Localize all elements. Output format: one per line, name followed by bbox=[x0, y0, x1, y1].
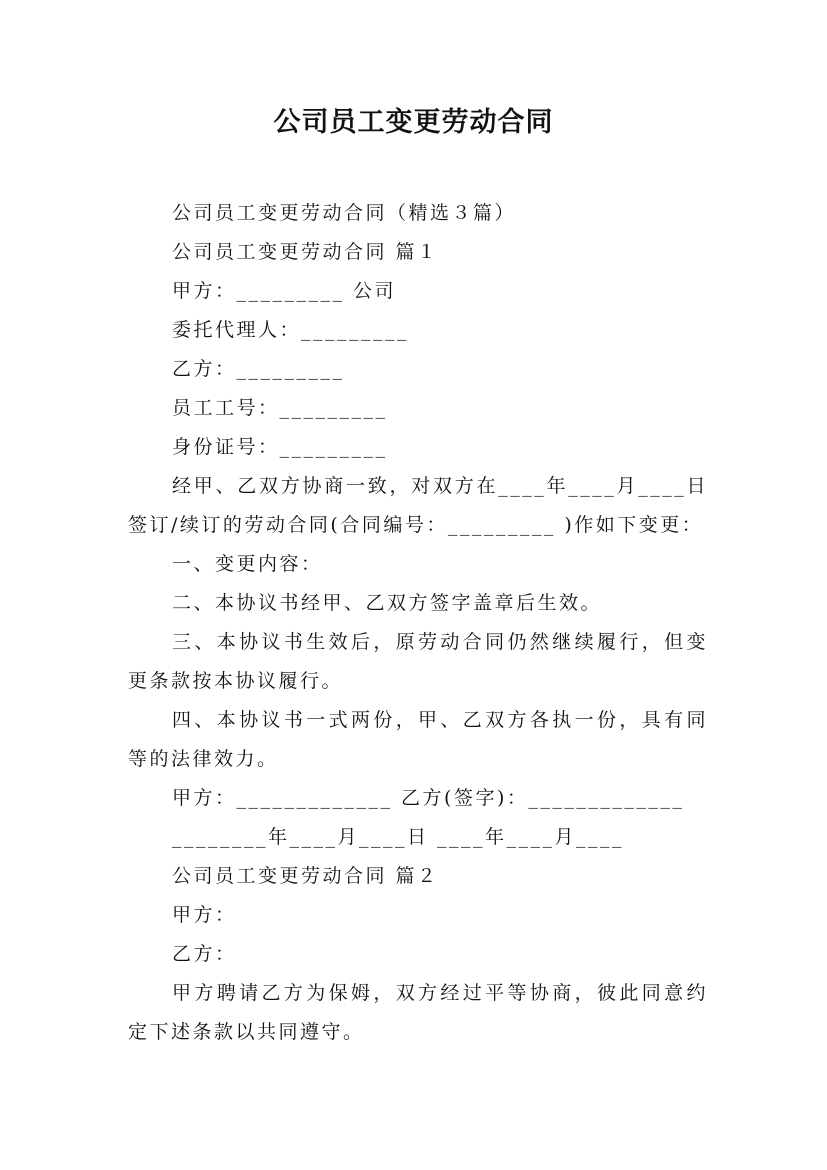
paragraph-item-3: 三、本协议书生效后，原劳动合同仍然继续履行，但变更条款按本协议履行。 bbox=[128, 631, 708, 692]
paragraph-section-1-heading: 公司员工变更劳动合同 篇１ bbox=[172, 241, 439, 263]
paragraph-item-1: 一、变更内容： bbox=[172, 553, 323, 575]
paragraph-id-number: 身份证号：_________ bbox=[172, 436, 388, 458]
paragraph-employee-id: 员工工号：_________ bbox=[172, 397, 388, 419]
paragraph-item-2: 二、本协议书经甲、乙双方签字盖章后生效。 bbox=[172, 592, 603, 614]
paragraph-signatures: 甲方：_____________ 乙方(签字)：_____________ bbox=[172, 787, 685, 809]
paragraph-section-2-party-a: 甲方： bbox=[172, 904, 237, 926]
paragraph-section-2-heading: 公司员工变更劳动合同 篇２ bbox=[172, 865, 439, 887]
paragraph-section-2-intro: 甲方聘请乙方为保姆，双方经过平等协商，彼此同意约定下述条款以共同遵守。 bbox=[128, 982, 708, 1043]
paragraph-dates: ________年____月____日 ____年____月____ bbox=[172, 826, 625, 848]
document-title: 公司员工变更劳动合同 bbox=[273, 107, 554, 138]
paragraph-agreement-intro: 经甲、乙双方协商一致，对双方在____年____月____日签订/续订的劳动合同(合同编号：_________ )作如下变更： bbox=[128, 475, 708, 536]
paragraph-subtitle: 公司员工变更劳动合同（精选３篇） bbox=[172, 202, 517, 224]
paragraph-agent: 委托代理人：_________ bbox=[172, 319, 410, 341]
paragraph-party-a: 甲方：_________ 公司 bbox=[172, 280, 397, 302]
document-body bbox=[128, 194, 708, 1052]
paragraph-item-4: 四、本协议书一式两份，甲、乙双方各执一份，具有同等的法律效力。 bbox=[128, 709, 708, 770]
paragraph-party-b: 乙方：_________ bbox=[172, 358, 345, 380]
paragraph-section-2-party-b: 乙方： bbox=[172, 943, 237, 965]
